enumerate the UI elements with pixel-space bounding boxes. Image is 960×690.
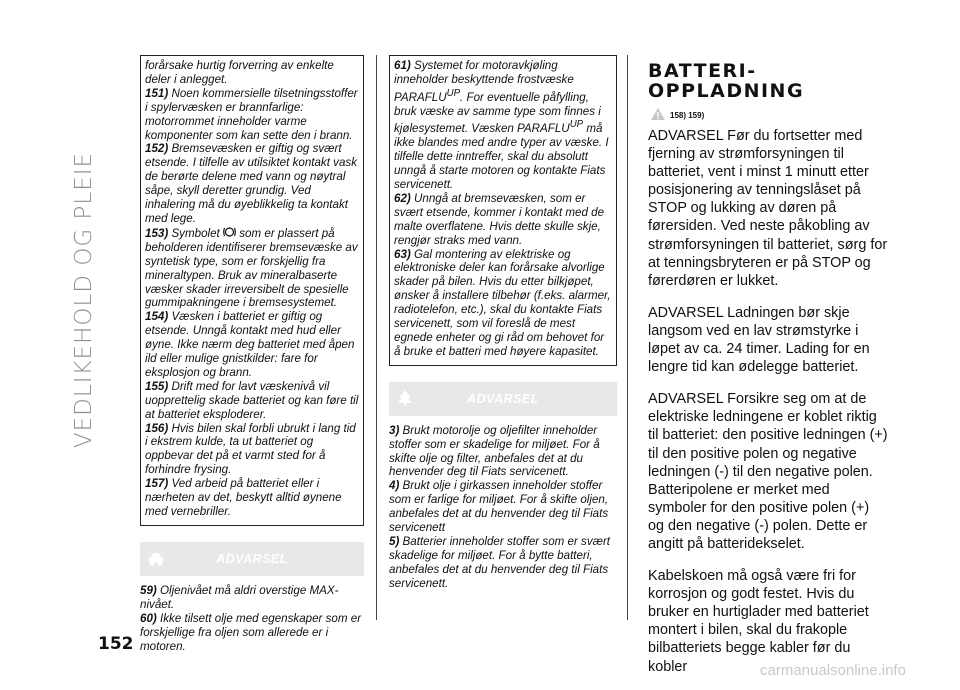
note-60: [140, 612, 364, 654]
note-number: 61): [394, 59, 411, 72]
note-text: Unngå at bremsevæsken, som er svært etsende, kommer i kontakt med de malte overflatene. Hvis dette skulle skje, rengjør straks med vann.: [394, 191, 605, 247]
note-text: Brukt olje i girkassen inneholder stoffer som er farlige for miljøet. For å skifte oljen, anbefales det at du henvender deg til Fiats servicenett: [389, 479, 609, 535]
warning-label: ADVARSEL: [467, 391, 539, 406]
note-text: Hvis bilen skal forbli ubrukt i lang tid i ekstrem kulde, ta ut batteriet og oppbevar det på et varmt sted for å forhindre frysing.: [145, 421, 356, 477]
note-number: 59): [140, 583, 157, 597]
warning-body: [140, 584, 364, 654]
note-153: [145, 226, 359, 310]
warning-band: [140, 542, 364, 576]
paragraph: ADVARSEL Ladningen bør skje langsom ved en lav strømstyrke i løpet av ca. 24 timer. Lading for en lengre tid kan ødelegge batteriet.: [648, 304, 870, 376]
note-number: 153): [145, 226, 169, 240]
note-155: [145, 380, 359, 422]
heading-line: BATTERI-: [648, 60, 757, 82]
brake-fluid-symbol-icon: [223, 226, 236, 238]
superscript: UP: [446, 87, 461, 99]
note-62: [394, 192, 612, 248]
column-3: [648, 55, 888, 690]
note-63: [394, 248, 612, 359]
note-number: 62): [394, 191, 411, 205]
section-heading: [648, 61, 888, 101]
intro-text: forårsake hurtig forverring av enkelte deler i anlegget.: [145, 59, 334, 86]
note-151: [145, 87, 359, 143]
note-number: 151): [145, 86, 169, 100]
watermark: carmanualsonline.info: [760, 662, 906, 679]
note-3: [389, 424, 617, 480]
note-154: [145, 310, 359, 380]
note-152: [145, 142, 359, 225]
note-text: Systemet for motoravkjøling inneholder beskyttende frostvæske PARAFLU: [394, 59, 574, 104]
paragraph: Kabelskoen må også være fri for korrosjon og godt festet. Hvis du bruker en hurtiglader med batteriet montert i bilen, skal du frakople bilbatteriets begge kabler før du kobler: [648, 568, 869, 675]
note-text: må ikke blandes med andre typer av væske. I tilfelle dette inntreffer, skal du absolutt unngå å starte motoren og kontakte Fiats servicenett.: [394, 122, 609, 191]
note-text: Batterier inneholder stoffer som er svært skadelige for miljøet. For å bytte batteri, anbefales det at du henvender deg til Fiats servicenett.: [389, 535, 611, 590]
column-2: [389, 55, 617, 591]
note-5: [389, 535, 617, 591]
note-text: Symbolet: [171, 226, 220, 240]
note-text: Brukt motorolje og oljefilter inneholder stoffer som er skadelige for miljøet. For å skifte olje og filter, anbefales det at du henvender deg til Fiats servicenett.: [389, 423, 600, 479]
note-number: 63): [394, 247, 411, 261]
note-number: 4): [389, 479, 400, 493]
note-text: Ikke tilsett olje med egenskaper som er forskjellige fra oljen som allerede er i motoren.: [140, 611, 362, 653]
note-text: Noen kommersielle tilsetningsstoffer i spylervæsken er brannfarlige: motorrommet inneholder varme komponenter som kan sette den i brann.: [145, 86, 358, 142]
warning-label: ADVARSEL: [216, 551, 288, 566]
note-number: 154): [145, 310, 169, 324]
note-text: Ved arbeid på batteriet eller i nærheten av det, beskytt alltid øynene med vernebriller.: [145, 477, 342, 518]
warning-band: [389, 382, 617, 416]
note-61: [394, 59, 612, 192]
warning-triangle-icon: [650, 107, 666, 121]
note-4: [389, 479, 617, 535]
paragraph: ADVARSEL Før du fortsetter med fjerning av strømforsyningen til batteriet, vent i minst 1 minutt etter posisjonering av tenningslåset på STOP og lukking av døren på førersiden. Ved neste påkobling av strømforsyningen til batteriet, sørg for at tenningsbryteren er på STOP og førerdøren er lukket.: [648, 128, 888, 289]
note-text: som er plassert på beholderen identifiserer bremsevæske av syntetisk type, som er forskjellig fra mineraltypen. Bruk av mineralbaserte væsker skader irreversibelt de spesielle gummipakningene i bremsesystemet.: [145, 226, 358, 310]
paragraph: ADVARSEL Forsikre seg om at de elektriske ledningene er koblet riktig til batteriet: den positive ledningen (+) til den positive polen og negative ledningen (-) til den negative polen. Batteripolene er merket med symboler for den positive polen (+) og den negative (-) polen. Dette er angitt på batteridekselet.: [648, 391, 888, 552]
note-156: [145, 422, 359, 478]
note-number: 152): [145, 142, 169, 156]
warning-notes-box: [389, 55, 617, 366]
warning-body: [389, 424, 617, 591]
note-59: [140, 584, 364, 612]
column-divider: [627, 55, 628, 620]
refs-text: 158) 159): [670, 111, 705, 120]
note-text: Væsken i batteriet er giftig og etsende. Unngå kontakt med hud eller øyne. Ikke nærm deg batteriet med åpen ild eller mulige gnistkilder: fare for eksplosjon og brann.: [145, 310, 355, 379]
warning-notes-box: [140, 55, 364, 526]
column-1: [140, 55, 364, 653]
note-text: Oljenivået må aldri overstige MAX-nivået.: [140, 583, 339, 611]
note-text: Gal montering av elektriske og elektroniske deler kan forårsake alvorlige skader på bilen. Hvis du etter bilkjøpet, ønsker å installere tilbehør (f.eks. alarmer, radiotelefon, etc.), skal du kontakte Fiats servicenett, som vil foreslå de mest egnede enheter og gi råd om behovet for å bruke et batteri med høyere kapasitet.: [394, 247, 611, 358]
note-number: 60): [140, 611, 157, 625]
warning-refs: [670, 111, 888, 127]
note-number: 157): [145, 477, 169, 491]
note-text: . For eventuelle påfylling, bruk væske av samme type som finnes i kjølesystemet. Væsken PARAFLU: [394, 90, 601, 136]
superscript: UP: [569, 119, 584, 131]
page-number: 152: [98, 634, 134, 654]
note-text: Bremsevæsken er giftig og svært etsende. I tilfelle av utilsiktet kontakt vask de berørte delene med vann og nøytral såpe, skyll deretter grundig. Ved inhalering må du øyeblikkelig ta kontakt med lege.: [145, 142, 358, 225]
note-number: 155): [145, 379, 169, 393]
note-number: 156): [145, 421, 169, 435]
note-text: Drift med for lavt væskenivå vil uopprettelig skade batteriet og kan føre til at batteriet eksploderer.: [145, 379, 359, 421]
note-157: [145, 477, 359, 519]
side-title-text: VEDLIKEHOLD OG PLEIE: [71, 151, 97, 449]
heading-line: OPPLADNING: [648, 80, 805, 102]
column-divider: [376, 55, 377, 620]
note-number: 3): [389, 423, 400, 437]
note-number: 5): [389, 535, 400, 548]
